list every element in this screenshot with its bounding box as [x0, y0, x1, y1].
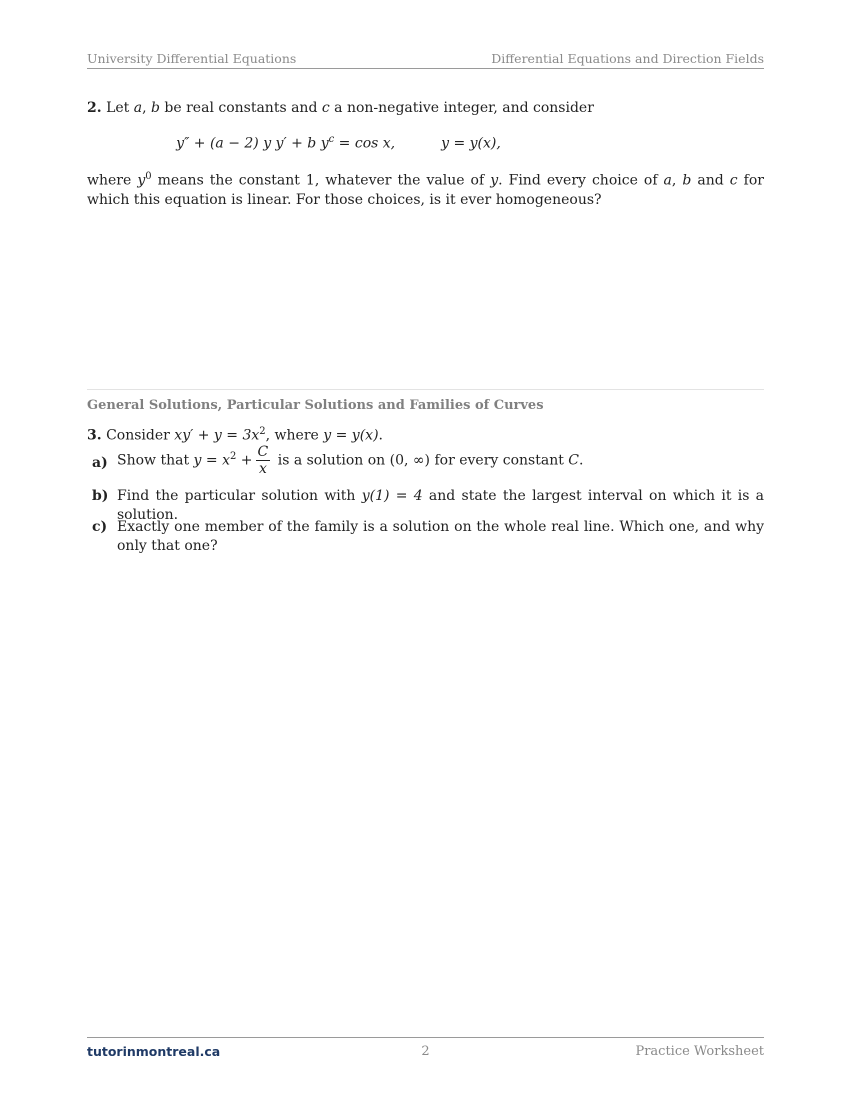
question-2-number: 2.	[87, 100, 102, 116]
page-header	[87, 50, 764, 69]
part-a-label: a)	[92, 455, 108, 471]
question-3-part-a	[87, 444, 764, 480]
part-c-label: c)	[92, 519, 108, 535]
header-course-title: University Differential Equations	[87, 51, 297, 66]
part-c-text: Exactly one member of the family is a solution on the whole real line. Which one, and why only that one?	[117, 519, 764, 554]
part-a-text: Show that $y = x^2$ + $\frac{C}{x}$ is a solution on (0, ∞) for every constant C.	[117, 444, 584, 477]
footer-document-type: Practice Worksheet	[635, 1044, 764, 1059]
footer-website: tutorinmontreal.ca	[87, 1044, 221, 1059]
footer-page-number: 2	[421, 1044, 430, 1059]
section-title: General Solutions, Particular Solutions and Families of Curves	[87, 398, 544, 413]
part-b-label: b)	[92, 488, 109, 504]
header-chapter-title: Differential Equations and Direction Fields	[491, 51, 764, 66]
question-2-body: where $y^0$ means the constant 1, whatever the value of y. Find every choice of a, b and c for which this equation is linear. For those choices, is it ever homogeneous?	[87, 171, 764, 208]
part-b-text: Find the particular solution with y(1) = 4 and state the largest interval on which it is a solution.	[117, 488, 765, 523]
question-3-number: 3.	[87, 427, 102, 444]
page-footer	[87, 1037, 764, 1058]
question-2-intro: 2. Let a, b be real constants and c a non-negative integer, and consider	[87, 100, 594, 116]
section-divider	[87, 389, 764, 390]
question-3-intro: 3. Consider $xy' + y = 3x^2$, where y = y(x).	[87, 426, 383, 444]
fraction-c-over-x: $\frac{C}{x}$	[257, 444, 269, 477]
question-2-equation: y″ + (a − 2) y y′ + b $y^c = \cos x$, y = y(x),	[176, 134, 501, 152]
